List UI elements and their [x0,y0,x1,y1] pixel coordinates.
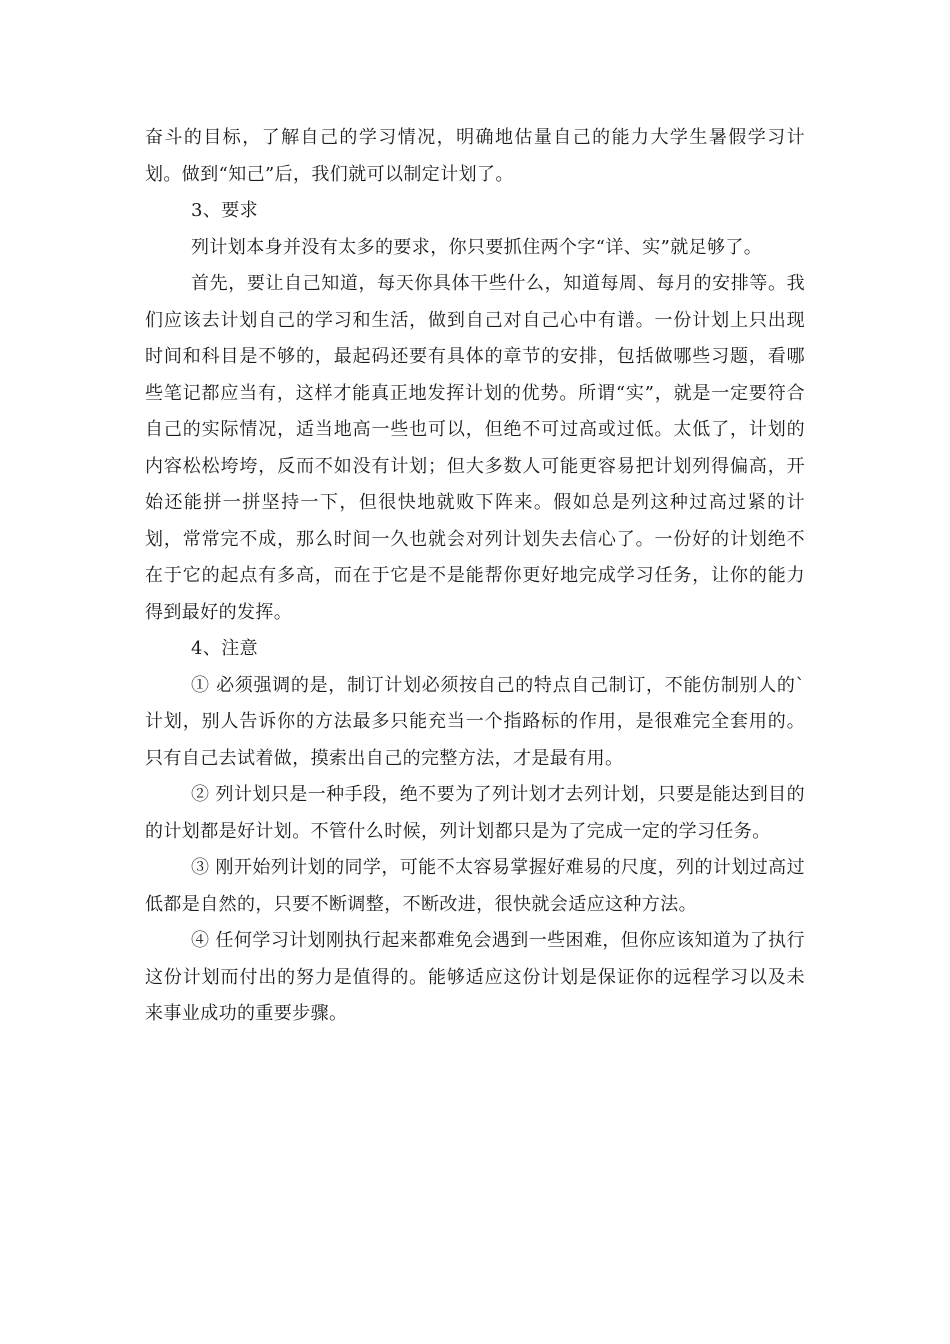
paragraph-requirements-summary: 列计划本身并没有太多的要求，你只要抓住两个字“详、实”就足够了。 [191,236,763,258]
note-item-1: ① 必须强调的是，制订计划必须按自己的特点自己制订，不能仿制别人的`计划，别人告诉你的方法最多只能充当一个指路标的作用，是很难完全套用的。只有自己去试着做，摸索出自己的完整方法，才是最有用。 [145,674,805,769]
note-item-3: ③ 刚开始列计划的同学，可能不太容易掌握好难易的尺度，列的计划过高过低都是自然的，只要不断调整，不断改进，很快就会适应这种方法。 [145,857,805,915]
paragraph-requirements-detail: 首先，要让自己知道，每天你具体干些什么，知道每周、每月的安排等。我们应该去计划自己的学习和生活，做到自己对自己心中有谱。一份计划上只出现时间和科目是不够的，最起码还要有具体的章节的安排，包括做哪些习题，看哪些笔记都应当有，这样才能真正地发挥计划的优势。所谓“实”，就是一定要符合自己的实际情况，适当地高一些也可以，但绝不可过高或过低。太低了，计划的内容松松垮垮，反而不如没有计划；但大多数人可能更容易把计划列得偏高，开始还能拼一拼坚持一下，但很快地就败下阵来。假如总是列这种过高过紧的计划，常常完不成，那么时间一久也就会对列计划失去信心了。一份好的计划绝不在于它的起点有多高，而在于它是不是能帮你更好地完成学习任务，让你的能力得到最好的发挥。 [145,273,805,623]
section-heading-notes: 4、注意 [191,638,259,659]
section-heading-requirements: 3、要求 [191,200,259,221]
note-item-2: ② 列计划只是一种手段，绝不要为了列计划才去列计划，只要是能达到目的的计划都是好计划。不管什么时候，列计划都只是为了完成一定的学习任务。 [145,784,805,842]
note-item-4: ④ 任何学习计划刚执行起来都难免会遇到一些困难，但你应该知道为了执行这份计划而付出的努力是值得的。能够适应这份计划是保证你的远程学习以及未来事业成功的重要步骤。 [145,930,805,1024]
document-body [145,120,805,1033]
paragraph-intro-continued: 奋斗的目标，了解自己的学习情况，明确地估量自己的能力大学生暑假学习计划。做到“知己”后，我们就可以制定计划了。 [145,127,805,185]
